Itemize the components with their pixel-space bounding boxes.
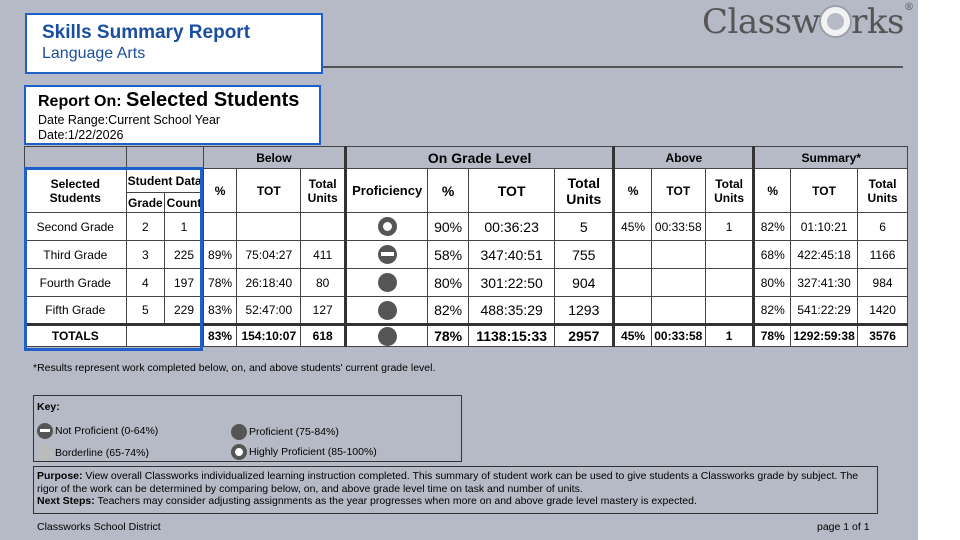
date-range: Date Range:Current School Year — [38, 113, 221, 127]
header-sum-pct: % — [754, 169, 791, 213]
proficiency-key — [33, 395, 462, 462]
report-title: Skills Summary Report — [42, 22, 251, 43]
cell-above-tot — [651, 269, 705, 297]
cell-sum-units: 1166 — [858, 241, 908, 269]
totals-label: TOTALS — [25, 325, 127, 347]
totals-row — [25, 325, 908, 347]
cell-grade: 3 — [126, 241, 165, 269]
next-steps-label: Next Steps: — [37, 495, 95, 507]
totals-on-pct: 78% — [428, 325, 469, 347]
header-on-units: Total Units — [555, 169, 614, 213]
totals-on-tot: 1138:15:33 — [468, 325, 554, 347]
key-not-proficient — [37, 423, 158, 439]
cell-sum-tot: 541:22:29 — [791, 297, 858, 325]
cell-sum-pct: 82% — [754, 297, 791, 325]
cell-on-tot: 00:36:23 — [468, 213, 554, 241]
not-proficient-icon — [378, 245, 397, 264]
cell-sum-units: 984 — [858, 269, 908, 297]
logo-o-icon — [821, 7, 850, 36]
cell-student-name: Second Grade — [25, 213, 127, 241]
header-below-tot: TOT — [237, 169, 301, 213]
key-proficient — [231, 424, 339, 440]
header-above-tot: TOT — [651, 169, 705, 213]
key-highly-proficient — [231, 444, 377, 460]
highly-proficient-icon — [231, 444, 247, 460]
report-date: Date:1/22/2026 — [38, 128, 124, 142]
header-above-units: Total Units — [705, 169, 754, 213]
totals-sum-units: 3576 — [858, 325, 908, 347]
table-row — [25, 269, 908, 297]
footer-district: Classworks School District — [37, 521, 161, 533]
key-borderline-label: Borderline (65-74%) — [55, 447, 149, 459]
cell-below-pct: 89% — [203, 241, 237, 269]
group-below: Below — [203, 147, 345, 169]
cell-on-pct: 80% — [428, 269, 469, 297]
key-title: Key: — [37, 401, 60, 413]
cell-above-units: 1 — [705, 213, 754, 241]
footnote: *Results represent work completed below, on, and above students' current grade level. — [33, 362, 436, 374]
cell-sum-tot: 327:41:30 — [791, 269, 858, 297]
report-on-label: Report On: — [38, 93, 122, 110]
blank-header-cell — [126, 147, 203, 169]
cell-on-units: 755 — [555, 241, 614, 269]
cell-sum-pct: 68% — [754, 241, 791, 269]
cell-on-tot: 301:22:50 — [468, 269, 554, 297]
report-title-box — [25, 13, 323, 74]
cell-count: 225 — [165, 241, 204, 269]
header-below-pct: % — [203, 169, 237, 213]
purpose-text: View overall Classworks individualized learning instruction completed. This summary of student work can be used to give students a Classworks grade by subject. The rigor of the work can be determined by comparing below, on, and above grade level time on task and number of units. — [37, 470, 859, 495]
group-above: Above — [614, 147, 754, 169]
cell-proficiency — [346, 241, 428, 269]
cell-proficiency — [346, 297, 428, 325]
cell-below-units: 80 — [301, 269, 346, 297]
cell-below-tot: 75:04:27 — [237, 241, 301, 269]
totals-below-pct: 83% — [203, 325, 237, 347]
totals-sum-tot: 1292:59:38 — [791, 325, 858, 347]
cell-on-units: 904 — [555, 269, 614, 297]
cell-sum-units: 1420 — [858, 297, 908, 325]
cell-on-tot: 488:35:29 — [468, 297, 554, 325]
proficient-icon — [378, 301, 397, 320]
totals-student-data — [126, 325, 203, 347]
proficient-icon — [231, 424, 247, 440]
cell-on-tot: 347:40:51 — [468, 241, 554, 269]
cell-below-units — [301, 213, 346, 241]
header-count: Count — [165, 193, 204, 213]
header-below-units: Total Units — [301, 169, 346, 213]
cell-count: 197 — [165, 269, 204, 297]
key-highly-label: Highly Proficient (85-100%) — [249, 446, 377, 458]
report-info-box — [24, 85, 321, 145]
cell-on-pct: 90% — [428, 213, 469, 241]
cell-sum-pct: 80% — [754, 269, 791, 297]
totals-sum-pct: 78% — [754, 325, 791, 347]
cell-grade: 2 — [126, 213, 165, 241]
group-header-row — [25, 147, 908, 169]
cell-above-tot — [651, 297, 705, 325]
proficient-icon — [378, 273, 397, 292]
cell-above-pct — [614, 269, 652, 297]
cell-sum-pct: 82% — [754, 213, 791, 241]
cell-proficiency — [346, 269, 428, 297]
table-row — [25, 213, 908, 241]
cell-on-pct: 58% — [428, 241, 469, 269]
cell-below-tot: 26:18:40 — [237, 269, 301, 297]
logo-text-end: rks — [851, 2, 904, 42]
purpose-paragraph — [37, 470, 874, 495]
header-sum-units: Total Units — [858, 169, 908, 213]
header-on-pct: % — [428, 169, 469, 213]
header-student-data: Student Data — [126, 169, 203, 193]
next-steps-paragraph — [37, 495, 874, 508]
key-not-proficient-label: Not Proficient (0-64%) — [55, 425, 159, 437]
skills-summary-table — [24, 146, 908, 347]
table-row — [25, 297, 908, 325]
highly-proficient-icon — [378, 217, 397, 236]
report-on-value: Selected Students — [126, 89, 300, 111]
cell-sum-units: 6 — [858, 213, 908, 241]
cell-student-name: Fourth Grade — [25, 269, 127, 297]
cell-student-name: Third Grade — [25, 241, 127, 269]
header-selected-students: Selected Students — [25, 169, 127, 213]
cell-count: 1 — [165, 213, 204, 241]
group-on-grade: On Grade Level — [346, 147, 614, 169]
header-above-pct: % — [614, 169, 652, 213]
logo-text-start: Classw — [702, 2, 821, 42]
cell-sum-tot: 422:45:18 — [791, 241, 858, 269]
cell-above-units — [705, 297, 754, 325]
cell-below-units: 411 — [301, 241, 346, 269]
cell-grade: 4 — [126, 269, 165, 297]
cell-below-units: 127 — [301, 297, 346, 325]
classworks-logo — [702, 2, 913, 42]
report-on — [38, 89, 319, 113]
column-header-row — [25, 169, 908, 193]
totals-proficiency — [346, 325, 428, 347]
totals-on-units: 2957 — [555, 325, 614, 347]
cell-above-units — [705, 269, 754, 297]
cell-grade: 5 — [126, 297, 165, 325]
cell-above-tot: 00:33:58 — [651, 213, 705, 241]
purpose-label: Purpose: — [37, 470, 83, 482]
group-summary: Summary* — [754, 147, 908, 169]
key-borderline — [37, 445, 149, 461]
cell-below-pct: 78% — [203, 269, 237, 297]
student-rows — [25, 213, 908, 325]
table-row — [25, 241, 908, 269]
cell-above-pct — [614, 241, 652, 269]
header-divider — [323, 66, 903, 68]
borderline-icon — [37, 445, 53, 461]
cell-proficiency — [346, 213, 428, 241]
report-subject: Language Arts — [42, 45, 146, 62]
key-proficient-label: Proficient (75-84%) — [249, 426, 339, 438]
blank-header-cell — [25, 147, 127, 169]
header-grade: Grade — [126, 193, 165, 213]
next-steps-text: Teachers may consider adjusting assignments as the year progresses when more on and above grade level mastery is expected. — [94, 495, 697, 507]
cell-on-units: 1293 — [555, 297, 614, 325]
cell-below-pct — [203, 213, 237, 241]
totals-above-tot: 00:33:58 — [651, 325, 705, 347]
cell-student-name: Fifth Grade — [25, 297, 127, 325]
cell-below-tot — [237, 213, 301, 241]
cell-above-pct: 45% — [614, 213, 652, 241]
cell-on-units: 5 — [555, 213, 614, 241]
totals-below-tot: 154:10:07 — [237, 325, 301, 347]
purpose-box — [33, 466, 878, 514]
cell-count: 229 — [165, 297, 204, 325]
footer-page-number: page 1 of 1 — [817, 521, 870, 533]
header-sum-tot: TOT — [791, 169, 858, 213]
totals-below-units: 618 — [301, 325, 346, 347]
header-proficiency: Proficiency — [346, 169, 428, 213]
logo-trademark: ® — [903, 2, 914, 13]
cell-above-units — [705, 241, 754, 269]
cell-above-tot — [651, 241, 705, 269]
proficient-icon — [378, 327, 397, 346]
header-on-tot: TOT — [468, 169, 554, 213]
cell-below-tot: 52:47:00 — [237, 297, 301, 325]
totals-above-units: 1 — [705, 325, 754, 347]
totals-above-pct: 45% — [614, 325, 652, 347]
cell-below-pct: 83% — [203, 297, 237, 325]
cell-on-pct: 82% — [428, 297, 469, 325]
not-proficient-icon — [37, 423, 53, 439]
cell-above-pct — [614, 297, 652, 325]
cell-sum-tot: 01:10:21 — [791, 213, 858, 241]
